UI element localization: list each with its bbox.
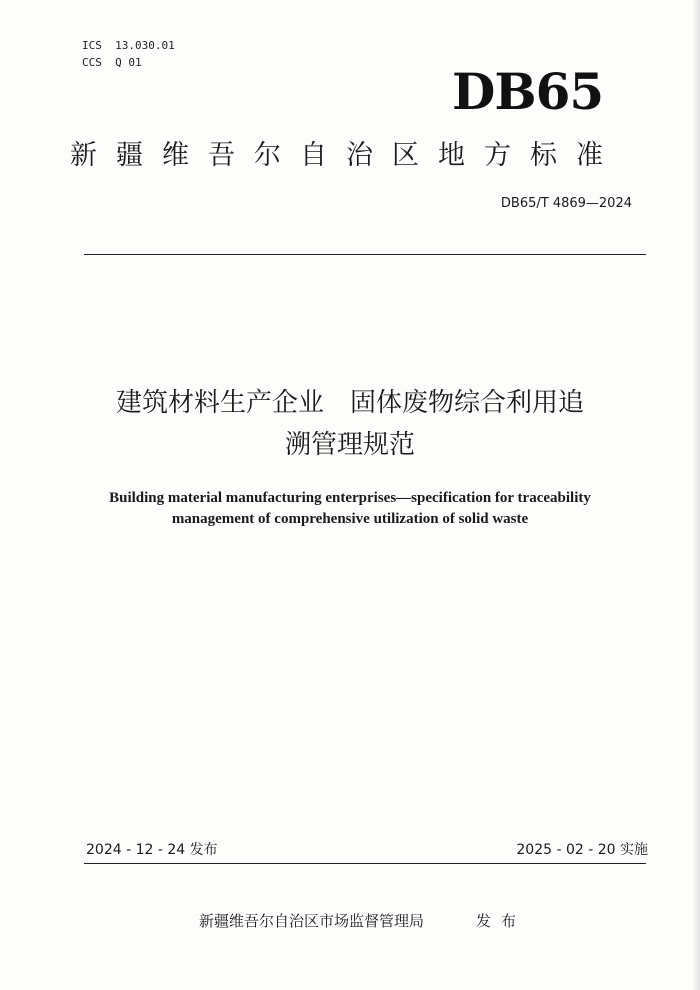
standard-number: DB65/T 4869—2024 <box>500 196 632 211</box>
standard-type-heading: 新疆维吾尔自治区地方标准 <box>70 140 622 171</box>
issue-label: 发布 <box>476 912 527 930</box>
chinese-title-line-2: 溯管理规范 <box>284 430 415 460</box>
publish-date: 2024 - 12 - 24 发布 <box>86 842 218 858</box>
english-title <box>70 488 630 530</box>
chinese-title <box>60 382 640 466</box>
english-title-line-2: management of comprehensive utilization of solid waste <box>171 511 529 527</box>
page-edge-shadow <box>692 0 700 990</box>
english-title-line-1: Building material manufacturing enterprises—specification for traceability <box>109 490 591 506</box>
header-divider <box>84 254 646 255</box>
ics-code: ICS 13.030.01 <box>82 39 175 52</box>
chinese-title-line-1: 建筑材料生产企业 固体废物综合利用追 <box>115 388 584 418</box>
implement-date: 2025 - 02 - 20 实施 <box>516 842 648 858</box>
classification-codes <box>82 37 175 71</box>
footer-divider <box>84 863 646 864</box>
db65-logo: DB65 <box>452 62 604 121</box>
ccs-code: CCS Q 01 <box>82 56 142 69</box>
issuing-authority: 新疆维吾尔自治区市场监督管理局 <box>199 912 425 930</box>
